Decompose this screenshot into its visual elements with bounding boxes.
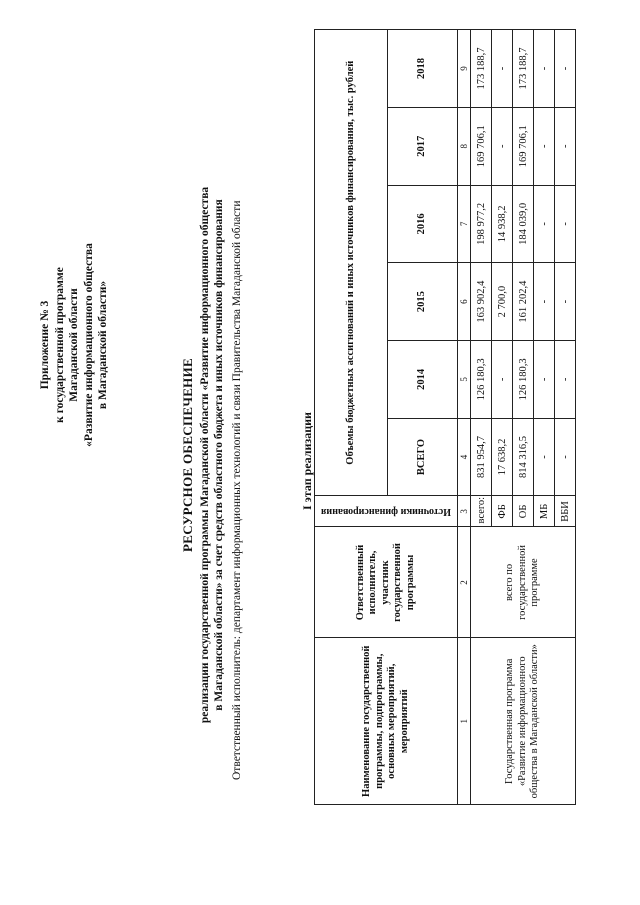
header-2018: 2018 (388, 30, 458, 108)
source-cell: всего: (471, 496, 492, 527)
source-cell: ФБ (492, 496, 513, 527)
value-2017: 169 706,1 (513, 107, 534, 185)
table-row (471, 30, 492, 805)
header-executor: Ответственный исполнитель, участник государственной программы (315, 527, 458, 638)
source-cell: ОБ (513, 496, 534, 527)
header-2014: 2014 (388, 340, 458, 418)
annex-line: в Магаданской области» (97, 280, 109, 410)
program-name: Государственная программа «Развитие информационного общества в Магаданской области» (471, 638, 576, 805)
column-number: 6 (458, 263, 471, 341)
value-2014: - (492, 340, 513, 418)
value-2014: 126 180,3 (471, 340, 492, 418)
source-cell: ВБИ (555, 496, 576, 527)
value-2016: - (534, 185, 555, 263)
responsible-executor: Ответственный исполнитель: департамент информационных технологий и связи Правительства Магаданской области (231, 200, 243, 780)
value-2018: - (555, 30, 576, 108)
source-cell: МБ (534, 496, 555, 527)
value-total: - (534, 418, 555, 496)
value-2016: 14 938,2 (492, 185, 513, 263)
column-number: 5 (458, 340, 471, 418)
value-2017: 169 706,1 (471, 107, 492, 185)
value-2015: - (555, 263, 576, 341)
document-title (180, 85, 226, 825)
title-heading: РЕСУРСНОЕ ОБЕСПЕЧЕНИЕ (180, 358, 195, 552)
header-2015: 2015 (388, 263, 458, 341)
annex-line: Магаданской области (68, 288, 80, 402)
value-2015: 161 202,4 (513, 263, 534, 341)
value-2017: - (534, 107, 555, 185)
header-source: Источники финансирования (321, 505, 451, 517)
value-2016: 198 977,2 (471, 185, 492, 263)
value-2015: 163 902,4 (471, 263, 492, 341)
column-number: 2 (458, 527, 471, 638)
value-2016: - (555, 185, 576, 263)
column-number: 3 (458, 496, 471, 527)
header-total: ВСЕГО (388, 418, 458, 496)
value-2014: - (534, 340, 555, 418)
annex-line: «Развитие информационного общества (82, 243, 95, 447)
value-2018: 173 188,7 (471, 30, 492, 108)
column-number: 9 (458, 30, 471, 108)
column-number: 1 (458, 638, 471, 805)
header-volumes: Объемы бюджетных ассигнований и иных источников финансирования, тыс. рублей (315, 30, 388, 496)
value-2018: 173 188,7 (513, 30, 534, 108)
executor-value: всего по государственной программе (471, 527, 576, 638)
value-total: 814 316,5 (513, 418, 534, 496)
annex-number: Приложение № 3 (39, 300, 51, 390)
value-total: - (555, 418, 576, 496)
value-2018: - (492, 30, 513, 108)
header-name: Наименование государственной программы, подпрограммы, основных мероприятий, мероприятий (315, 638, 458, 805)
value-2017: - (555, 107, 576, 185)
resource-table (314, 29, 576, 805)
value-2014: 126 180,3 (513, 340, 534, 418)
column-number: 8 (458, 107, 471, 185)
value-total: 831 954,7 (471, 418, 492, 496)
value-2015: - (534, 263, 555, 341)
header-2016: 2016 (388, 185, 458, 263)
annex-header (38, 85, 111, 605)
value-2016: 184 039,0 (513, 185, 534, 263)
column-number: 4 (458, 418, 471, 496)
header-source-cell (315, 496, 458, 527)
value-2018: - (534, 30, 555, 108)
value-2014: - (555, 340, 576, 418)
column-number: 7 (458, 185, 471, 263)
header-2017: 2017 (388, 107, 458, 185)
annex-line: к государственной программе (53, 267, 66, 423)
value-total: 17 638,2 (492, 418, 513, 496)
value-2015: 2 700,0 (492, 263, 513, 341)
stage-title: I этап реализации (300, 412, 314, 510)
title-line: в Магаданской области» за счет средств областного бюджета и иных источников финансирования (213, 199, 225, 711)
value-2017: - (492, 107, 513, 185)
title-line: реализации государственной программы Магаданской области «Развитие информационного общества (199, 186, 211, 724)
